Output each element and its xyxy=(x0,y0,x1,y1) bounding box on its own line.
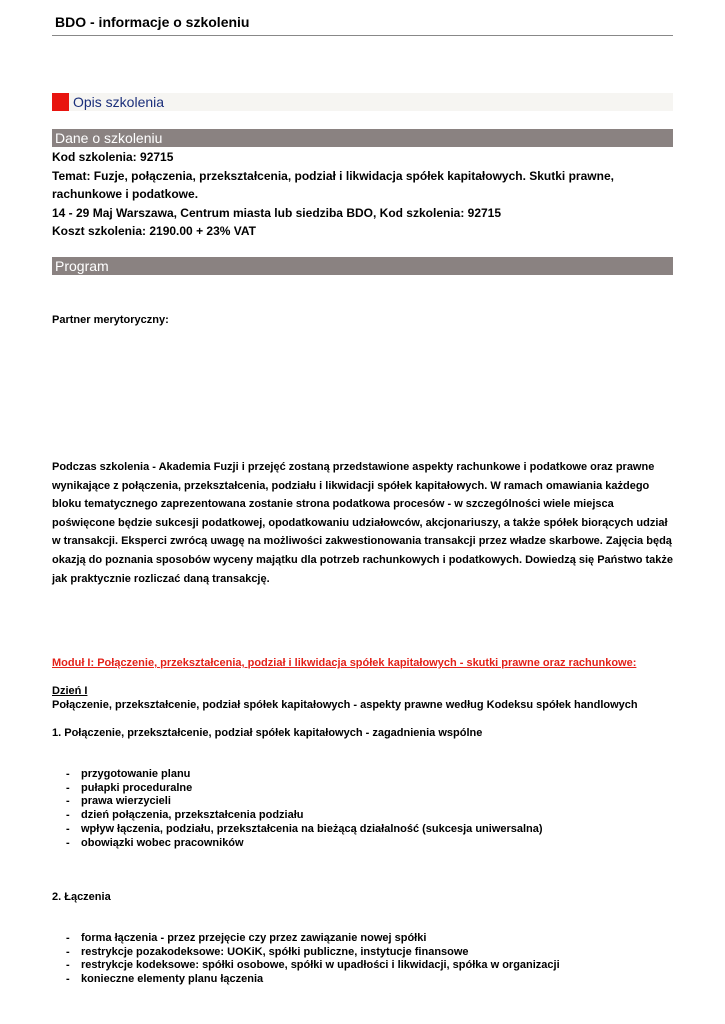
page-title: BDO - informacje o szkoleniu xyxy=(55,14,250,30)
training-topic-line2: rachunkowe i podatkowe. xyxy=(52,187,199,201)
section2-list xyxy=(66,932,560,987)
day-description: Połączenie, przekształcenie, podział spółek kapitałowych - aspekty prawne według Kodeksu spółek handlowych xyxy=(52,699,638,711)
list-item: - restrykcje kodeksowe: spółki osobowe, spółki w upadłości i likwidacji, spółka w organizacji xyxy=(66,959,560,973)
list-item: - wpływ łączenia, podziału, przekształcenia na bieżącą działalność (sukcesja uniwersalna) xyxy=(66,823,543,837)
training-date-location: 14 - 29 Maj Warszawa, Centrum miasta lub siedziba BDO, Kod szkolenia: 92715 xyxy=(52,205,502,220)
title-divider xyxy=(52,35,673,36)
training-details xyxy=(52,148,673,241)
list-item: - obowiązki wobec pracowników xyxy=(66,837,543,851)
description-line: poświęcone będzie sukcesji podatkowej, opodatkowaniu udziałowców, akcjonariuszy, a także spółek biorących udział xyxy=(52,516,668,529)
list-item: - prawa wierzycieli xyxy=(66,795,543,809)
training-code: Kod szkolenia: 92715 xyxy=(52,150,174,164)
list-item: - konieczne elementy planu łączenia xyxy=(66,973,560,987)
section2-title: 2. Łączenia xyxy=(52,891,111,903)
section1-list xyxy=(66,768,543,850)
partner-label: Partner merytoryczny: xyxy=(52,314,169,326)
module-title: Moduł I: Połączenie, przekształcenia, podział i likwidacja spółek kapitałowych - skutki prawne oraz rachunkowe: xyxy=(52,657,637,669)
section1-title: 1. Połączenie, przekształcenie, podział spółek kapitałowych - zagadnienia wspólne xyxy=(52,727,483,739)
list-item: - forma łączenia - przez przejęcie czy przez zawiązanie nowej spółki xyxy=(66,932,560,946)
list-item: - dzień połączenia, przekształcenia podziału xyxy=(66,809,543,823)
program-section-header: Program xyxy=(52,257,673,275)
description-line: Podczas szkolenia - Akademia Fuzji i przejęć zostaną przedstawione aspekty rachunkowe i podatkowe oraz prawne xyxy=(52,461,655,473)
program-description xyxy=(52,458,677,588)
dane-section-header: Dane o szkoleniu xyxy=(52,129,673,147)
description-line: jak praktycznie rozliczać daną transakcję. xyxy=(52,572,270,585)
description-line: okazją do poznania sposobów wyceny majątku dla potrzeb rachunkowych i podatkowych. Dowiedzą się Państwo także xyxy=(52,553,674,566)
day-label: Dzień I xyxy=(52,685,88,697)
description-line: bloku tematycznego zaprezentowana zostanie strona podatkowa procesów - w szczególności wiele miejsca xyxy=(52,498,614,511)
section-marker-icon xyxy=(52,93,69,111)
description-line: w transakcji. Eksperci zwrócą uwagę na możliwości zakwestionowania transakcji przez władze skarbowe. Zajęcia będą xyxy=(52,535,672,548)
list-item: - przygotowanie planu xyxy=(66,768,543,782)
training-topic-line1: Temat: Fuzje, połączenia, przekształcenia, podział i likwidacja spółek kapitałowych. Skutki prawne, xyxy=(52,168,614,183)
training-cost: Koszt szkolenia: 2190.00 + 23% VAT xyxy=(52,224,256,238)
description-line: wynikające z połączenia, przekształcenia, podziału i likwidacji spółek kapitałowych. W ramach omawiania każdego xyxy=(52,479,650,492)
list-item: - restrykcje pozakodeksowe: UOKiK, spółki publiczne, instytucje finansowe xyxy=(66,946,560,960)
opis-section-title: Opis szkolenia xyxy=(73,94,165,110)
list-item: - pułapki proceduralne xyxy=(66,782,543,796)
